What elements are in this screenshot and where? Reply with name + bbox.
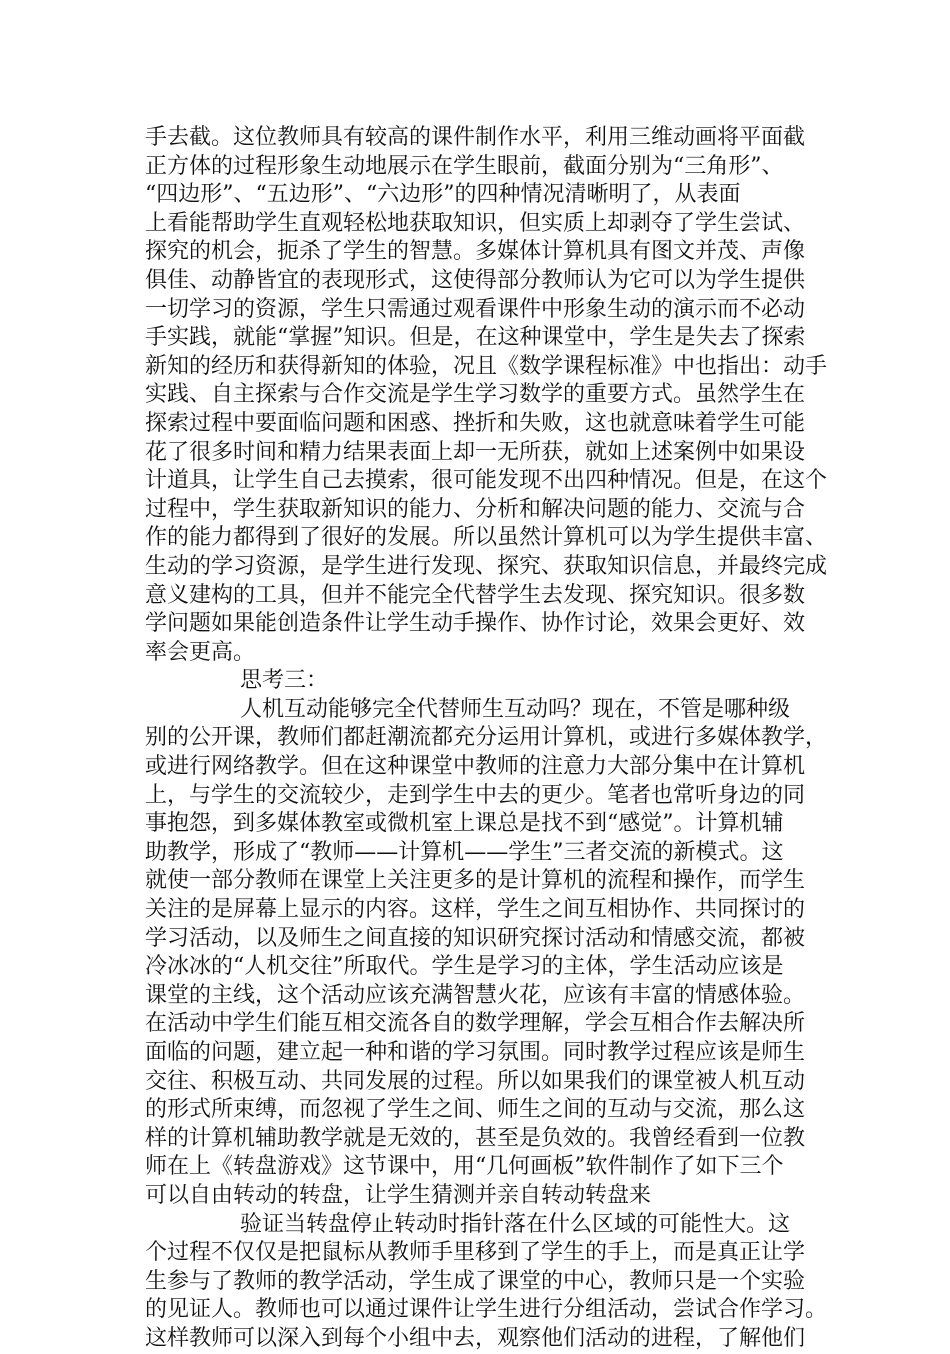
- paragraph-1: [145, 124, 835, 667]
- text-line: 人机互动能够完全代替师生互动吗？现在，不管是哪种级: [240, 696, 791, 722]
- text-line: 花了很多时间和精力结果表面上却一无所获，就如上述案例中如果设: [145, 439, 806, 465]
- text-line: 计道具，让学生自己去摸索，很可能发现不出四种情况。但是，在这个: [145, 468, 828, 494]
- text-line: 的见证人。教师也可以通过课件让学生进行分组活动，尝试合作学习。: [145, 1297, 828, 1323]
- text-line: 学习活动，以及师生之间直接的知识研究探讨活动和情感交流，都被: [145, 925, 806, 951]
- text-line: 探究的机会，扼杀了学生的智慧。多媒体计算机具有图文并茂、声像: [145, 239, 806, 265]
- text-line: 意义建构的工具，但并不能完全代替学生去发现、探究知识。很多数: [145, 582, 806, 608]
- text-line: 正方体的过程形象生动地展示在学生眼前，截面分别为“三角形”、: [145, 153, 784, 179]
- text-line: 一切学习的资源，学生只需通过观看课件中形象生动的演示而不必动: [145, 296, 806, 322]
- text-line: 在活动中学生们能互相交流各自的数学理解，学会互相合作去解决所: [145, 1011, 806, 1037]
- text-line: 个过程不仅仅是把鼠标从教师手里移到了学生的手上，而是真正让学: [145, 1240, 806, 1266]
- text-line: 就使一部分教师在课堂上关注更多的是计算机的流程和操作，而学生: [145, 868, 806, 894]
- text-line: 上看能帮助学生直观轻松地获取知识，但实质上却剥夺了学生尝试、: [145, 210, 806, 236]
- text-line: 探索过程中要面临问题和困惑、挫折和失败，这也就意味着学生可能: [145, 410, 806, 436]
- text-line: 上，与学生的交流较少，走到学生中去的更少。笔者也常听身边的同: [145, 782, 806, 808]
- section-heading: 思考三：: [240, 668, 329, 694]
- text-line: 手去截。这位教师具有较高的课件制作水平，利用三维动画将平面截: [145, 125, 806, 150]
- text-line: 验证当转盘停止转动时指针落在什么区域的可能性大。这: [240, 1211, 791, 1237]
- text-line: 别的公开课，教师们都赶潮流都充分运用计算机，或进行多媒体教学，: [145, 725, 828, 751]
- text-line: 冷冰冰的“人机交往”所取代。学生是学习的主体，学生活动应该是: [145, 954, 784, 980]
- text-line: 的形式所束缚，而忽视了学生之间、师生之间的互动与交流，那么这: [145, 1097, 806, 1123]
- text-line: 交往、积极互动、共同发展的过程。所以如果我们的课堂被人机互动: [145, 1068, 806, 1094]
- text-line: 这样教师可以深入到每个小组中去，观察他们活动的进程，了解他们: [145, 1325, 806, 1351]
- text-line: 师在上《转盘游戏》这节课中，用“几何画板”软件制作了如下三个: [145, 1154, 784, 1180]
- text-line: 助教学，形成了“教师——计算机——学生”三者交流的新模式。这: [145, 839, 784, 865]
- text-line: 新知的经历和获得新知的体验，况且《数学课程标准》中也指出：动手: [145, 353, 828, 379]
- text-line: 事抱怨，到多媒体教室或微机室上课总是找不到“感觉”。计算机辅: [145, 811, 784, 837]
- text-line: “四边形”、“五边形”、“六边形”的四种情况清晰明了，从表面: [145, 182, 741, 208]
- text-line: 率会更高。: [145, 639, 256, 665]
- text-line: 手实践，就能“掌握”知识。但是，在这种课堂中，学生是失去了探索: [145, 325, 806, 351]
- text-line: 关注的是屏幕上显示的内容。这样，学生之间互相协作、共同探讨的: [145, 897, 806, 923]
- text-line: 课堂的主线，这个活动应该充满智慧火花，应该有丰富的情感体验。: [145, 982, 806, 1008]
- text-line: 过程中，学生获取新知识的能力、分析和解决问题的能力、交流与合: [145, 496, 806, 522]
- text-line: 可以自由转动的转盘，让学生猜测并亲自转动转盘来: [145, 1182, 652, 1208]
- paragraph-2: [145, 696, 835, 1211]
- paragraph-3: [145, 1211, 835, 1354]
- text-line: 实践、自主探索与合作交流是学生学习数学的重要方式。虽然学生在: [145, 382, 806, 408]
- text-line: 生参与了教师的教学活动，学生成了课堂的中心，教师只是一个实验: [145, 1268, 806, 1294]
- text-line: 生动的学习资源，是学生进行发现、探究、获取知识信息，并最终完成: [145, 553, 828, 579]
- text-line: 样的计算机辅助教学就是无效的，甚至是负效的。我曾经看到一位教: [145, 1125, 806, 1151]
- document-body: [145, 124, 835, 1354]
- text-line: 作的能力都得到了很好的发展。所以虽然计算机可以为学生提供丰富、: [145, 525, 828, 551]
- text-line: 面临的问题，建立起一种和谐的学习氛围。同时教学过程应该是师生: [145, 1040, 806, 1065]
- text-line: 学问题如果能创造条件让学生动手操作、协作讨论，效果会更好、效: [145, 611, 806, 637]
- text-line: 俱佳、动静皆宜的表现形式，这使得部分教师认为它可以为学生提供: [145, 267, 806, 293]
- text-line: 或进行网络教学。但在这种课堂中教师的注意力大部分集中在计算机: [145, 754, 806, 780]
